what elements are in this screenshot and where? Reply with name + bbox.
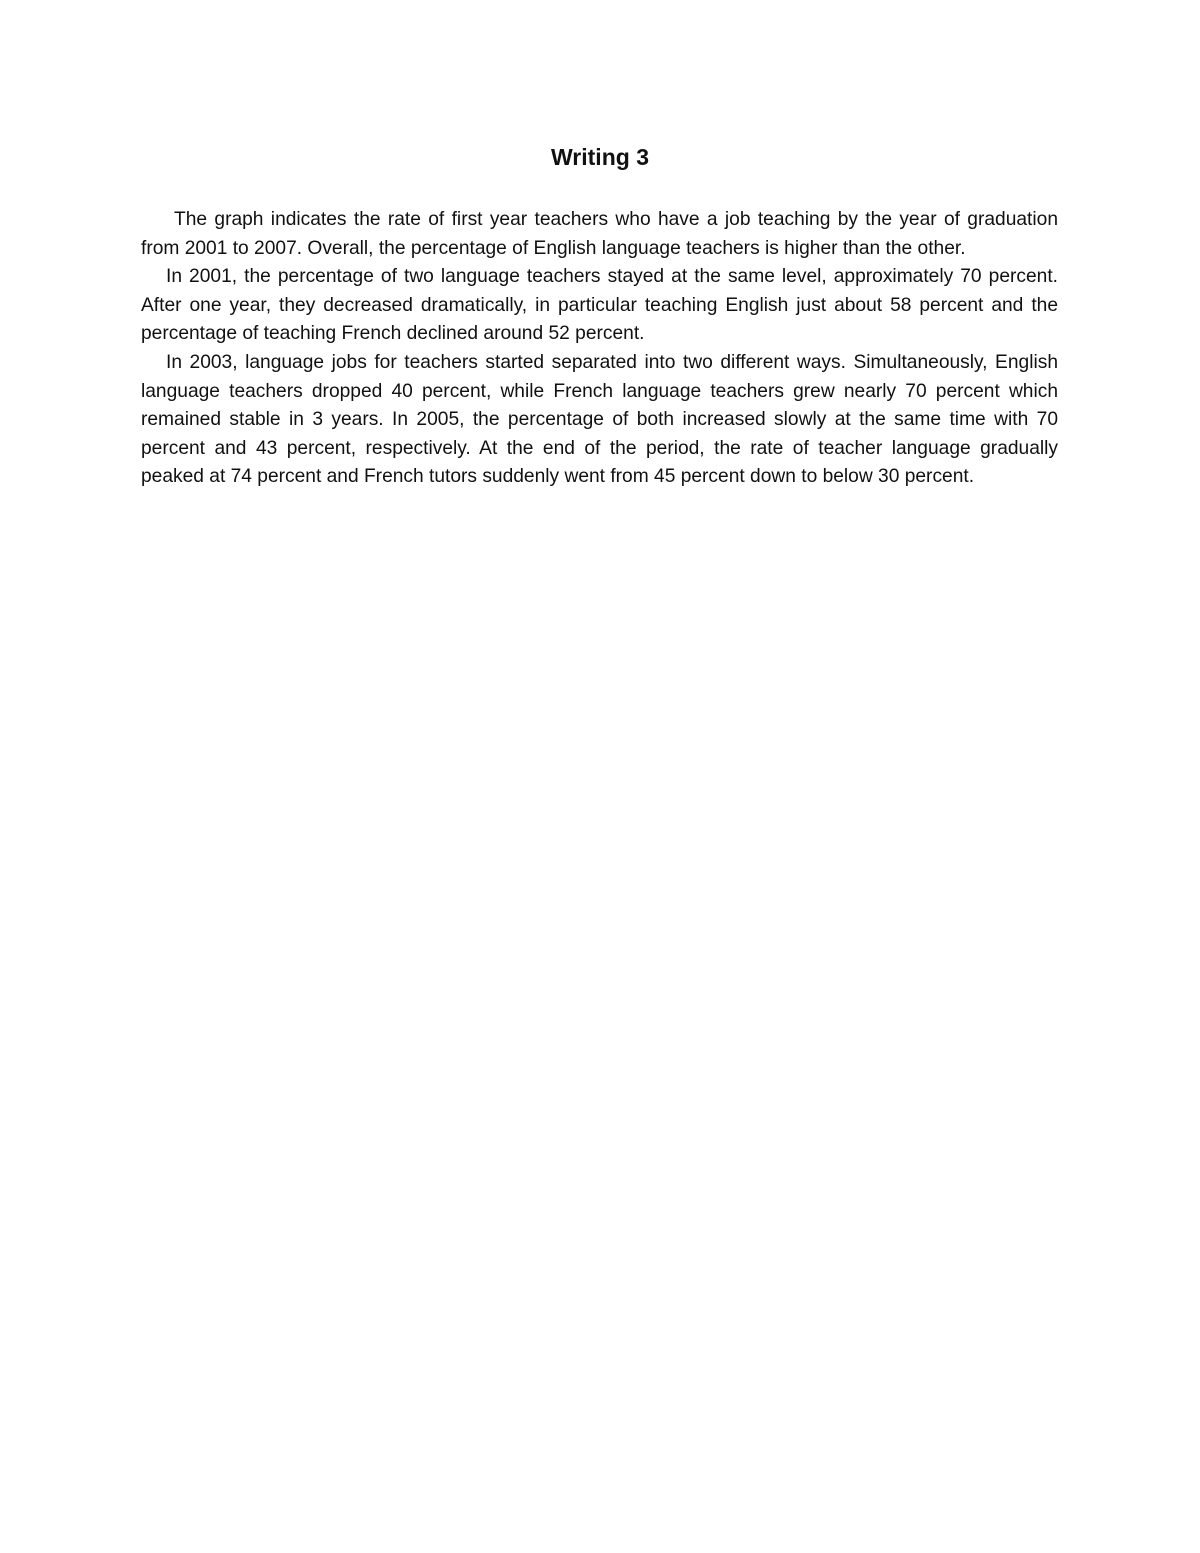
paragraph-2001: In 2001, the percentage of two language teachers stayed at the same level, approximately 70 percent. After one year, they decreased dramatically, in particular teaching English just about 58 percent and the percentage of teaching French declined around 52 percent. [141,266,1058,345]
paragraph-intro: The graph indicates the rate of first year teachers who have a job teaching by the year of graduation from 2001 to 2007. Overall, the percentage of English language teachers is higher than the other. [141,209,1058,259]
document-body [141,206,1058,492]
paragraph-2003: In 2003, language jobs for teachers started separated into two different ways. Simultaneously, English language teachers dropped 40 percent, while French language teachers grew nearly 70 percent which remained stable in 3 years. In 2005, the percentage of both increased slowly at the same time with 70 percent and 43 percent, respectively. At the end of the period, the rate of teacher language gradually peaked at 74 percent and French tutors suddenly went from 45 percent down to below 30 percent. [141,351,1058,488]
document-title: Writing 3 [551,144,649,170]
